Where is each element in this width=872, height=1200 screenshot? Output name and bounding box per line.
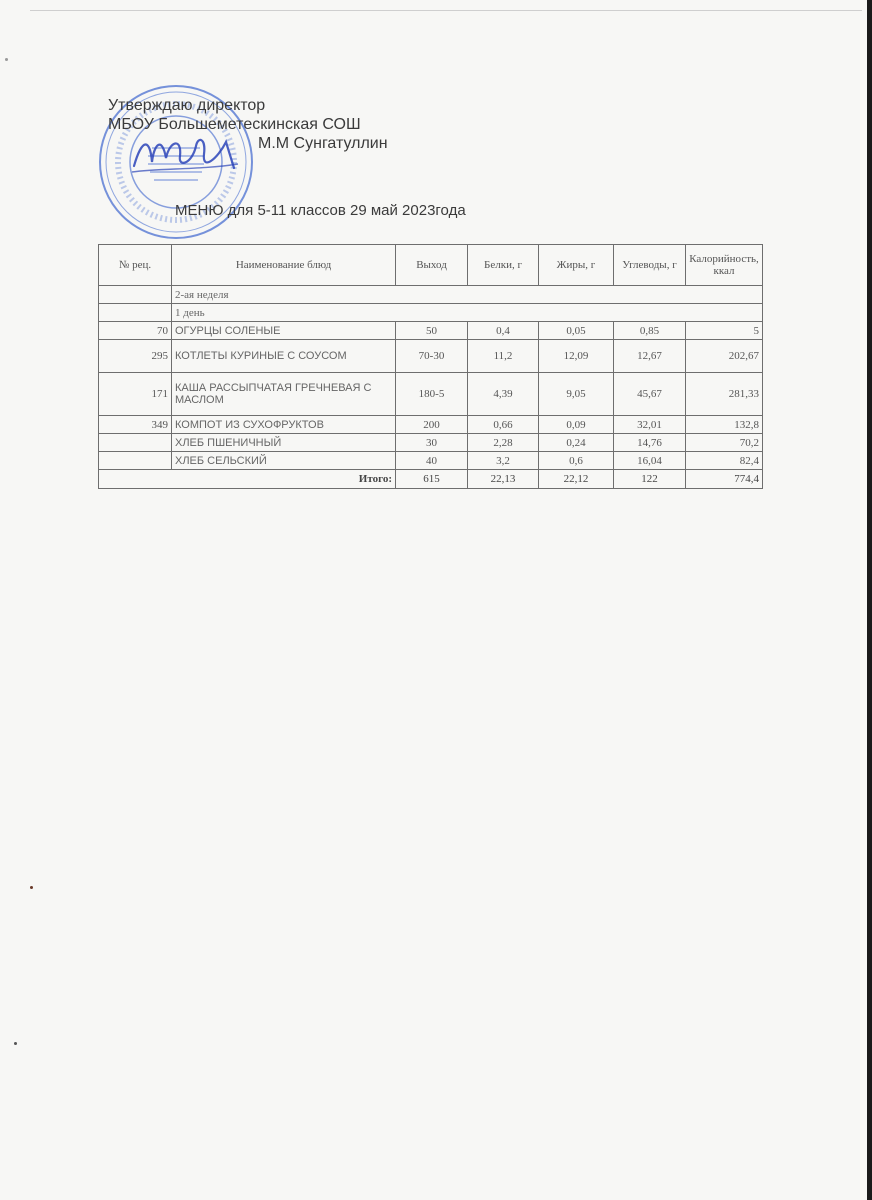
output: 200	[396, 416, 468, 434]
protein: 3,2	[468, 452, 539, 470]
col-protein: Белки, г	[468, 245, 539, 286]
protein: 4,39	[468, 373, 539, 416]
scan-edge-bar	[867, 0, 872, 1200]
carbs: 16,04	[614, 452, 686, 470]
day-row	[99, 304, 763, 322]
col-recipe-number: № рец.	[99, 245, 172, 286]
calories: 132,8	[686, 416, 763, 434]
school-name: МБОУ Большеметескинская СОШ	[108, 116, 361, 133]
carbs: 14,76	[614, 434, 686, 452]
fat: 12,09	[539, 340, 614, 373]
day-label: 1 день	[172, 304, 763, 322]
approval-header	[108, 96, 388, 153]
total-fat: 22,12	[539, 470, 614, 489]
output: 30	[396, 434, 468, 452]
fat: 0,05	[539, 322, 614, 340]
total-output: 615	[396, 470, 468, 489]
dish-name: КОМПОТ ИЗ СУХОФРУКТОВ	[172, 416, 396, 434]
scan-speck	[30, 886, 33, 889]
signatory-name: М.М Сунгатуллин	[258, 135, 388, 152]
total-calories: 774,4	[686, 470, 763, 489]
total-protein: 22,13	[468, 470, 539, 489]
table-header-row	[99, 245, 763, 286]
total-row	[99, 470, 763, 489]
protein: 2,28	[468, 434, 539, 452]
dish-name: ОГУРЦЫ СОЛЕНЫЕ	[172, 322, 396, 340]
recipe-number	[99, 434, 172, 452]
calories: 202,67	[686, 340, 763, 373]
week-label: 2-ая неделя	[172, 286, 763, 304]
dish-name: КАША РАССЫПЧАТАЯ ГРЕЧНЕВАЯ С МАСЛОМ	[172, 373, 396, 416]
col-fat: Жиры, г	[539, 245, 614, 286]
carbs: 32,01	[614, 416, 686, 434]
dish-name: КОТЛЕТЫ КУРИНЫЕ С СОУСОМ	[172, 340, 396, 373]
output: 50	[396, 322, 468, 340]
calories: 5	[686, 322, 763, 340]
total-carbs: 122	[614, 470, 686, 489]
carbs: 0,85	[614, 322, 686, 340]
fat: 0,09	[539, 416, 614, 434]
scan-speck	[5, 58, 8, 61]
table-row	[99, 452, 763, 470]
protein: 0,4	[468, 322, 539, 340]
total-label: Итого:	[99, 470, 396, 489]
calories: 82,4	[686, 452, 763, 470]
menu-table	[98, 244, 763, 489]
recipe-number: 70	[99, 322, 172, 340]
calories: 70,2	[686, 434, 763, 452]
scan-edge-line	[30, 10, 862, 11]
table-row	[99, 322, 763, 340]
carbs: 12,67	[614, 340, 686, 373]
recipe-number: 295	[99, 340, 172, 373]
output: 180-5	[396, 373, 468, 416]
fat: 9,05	[539, 373, 614, 416]
fat: 0,6	[539, 452, 614, 470]
menu-title: МЕНЮ для 5-11 классов 29 май 2023года	[175, 202, 466, 219]
week-row	[99, 286, 763, 304]
col-dish-name: Наименование блюд	[172, 245, 396, 286]
col-carbs: Углеводы, г	[614, 245, 686, 286]
protein: 0,66	[468, 416, 539, 434]
table-row	[99, 434, 763, 452]
recipe-number	[99, 452, 172, 470]
recipe-number: 349	[99, 416, 172, 434]
table-row	[99, 416, 763, 434]
carbs: 45,67	[614, 373, 686, 416]
dish-name: ХЛЕБ ПШЕНИЧНЫЙ	[172, 434, 396, 452]
table-row	[99, 340, 763, 373]
output: 70-30	[396, 340, 468, 373]
approve-line: Утверждаю директор	[108, 97, 266, 114]
scan-speck	[14, 1042, 17, 1045]
table-row	[99, 373, 763, 416]
recipe-number: 171	[99, 373, 172, 416]
fat: 0,24	[539, 434, 614, 452]
col-output: Выход	[396, 245, 468, 286]
protein: 11,2	[468, 340, 539, 373]
calories: 281,33	[686, 373, 763, 416]
output: 40	[396, 452, 468, 470]
dish-name: ХЛЕБ СЕЛЬСКИЙ	[172, 452, 396, 470]
col-calories: Калорийность, ккал	[686, 245, 763, 286]
